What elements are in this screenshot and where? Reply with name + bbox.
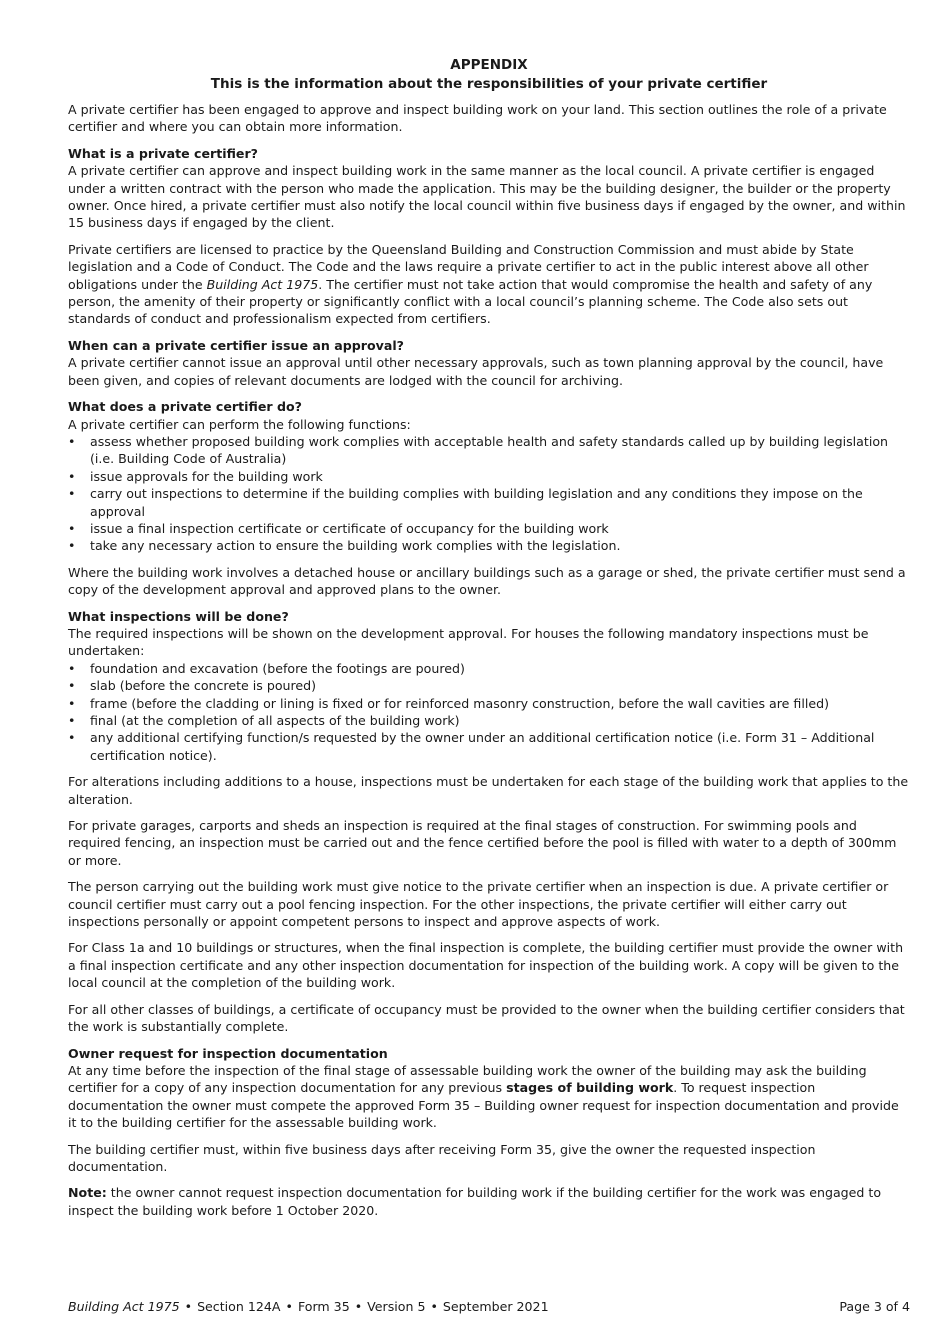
list-item: • any additional certifying function/s requested by the owner under an additional certification notice (i.e. Form 31 – Additional certification notice). (68, 729, 910, 764)
page-number: Page 3 of 4 (839, 1299, 910, 1314)
owner-request-p1-part-b: . To request inspection documentation the owner must compete the approved Form 35 – Building owner request for inspection documentation and provide it to the building certifier for the assessable building work. (68, 1080, 899, 1131)
appendix-title: APPENDIX (450, 57, 528, 73)
list-item: • take any necessary action to ensure the building work complies with the legislation. (68, 537, 910, 554)
class-paragraph: For Class 1a and 10 buildings or structures, when the final inspection is complete, the building certifier must provide the owner with a final inspection certificate and any other inspection documentation for inspection of the building work. A copy will be given to the local council at the completion of the building work. (68, 940, 904, 991)
footer-bullet: • (285, 1299, 293, 1314)
appendix-subtitle: This is the information about the responsibilities of your private certifier (210, 76, 768, 92)
other-classes-paragraph: For all other classes of buildings, a certificate of occupancy must be provided to the owner when the building certifier considers that the work is substantially complete. (68, 1001, 905, 1035)
functions-list (68, 433, 910, 555)
what-does-lead: A private certifier can perform the following functions: (68, 416, 411, 432)
list-item: • slab (before the concrete is poured) (68, 677, 910, 694)
footer-act: Building Act 1975 (68, 1299, 180, 1314)
list-item: • foundation and excavation (before the footings are poured) (68, 660, 910, 677)
what-is-paragraph-1: A private certifier can approve and inspect building work in the same manner as the local council. A private certifier is engaged under a written contract with the person who made the application. This may be the building designer, the builder or the property owner. Once hired, a private certifier must also notify the local council within five business days if engaged by the owner, and within 15 business days if engaged by the client. (68, 163, 906, 231)
footer-bullet: • (430, 1299, 438, 1314)
note-label: Note: (68, 1185, 107, 1201)
garages-paragraph: For private garages, carports and sheds an inspection is required at the final stages of construction. For swimming pools and required fencing, an inspection must be carried out and the fence certified before the pool is filled with water to a depth of 300mm or more. (68, 818, 897, 868)
page-footer (68, 1298, 910, 1315)
list-item: • frame (before the cladding or lining is fixed or for reinforced masonry construction, before the wall cavities are filled) (68, 695, 910, 712)
footer-form: Form 35 (297, 1299, 350, 1314)
note-text: the owner cannot request inspection documentation for building work if the building certifier for the work was engaged to inspect the building work before 1 October 2020. (68, 1185, 882, 1218)
stages-bold: stages of building work (506, 1080, 674, 1096)
what-is-paragraph-2 (68, 241, 910, 328)
owner-request-paragraph-2: The building certifier must, within five business days after receiving Form 35, give the owner the requested inspection documentation. (68, 1141, 816, 1174)
list-item: • issue approvals for the building work (68, 468, 910, 485)
owner-request-p1-part-a: At any time before the inspection of the final stage of assessable building work the owner of the building may ask the building certifier for a copy of any inspection documentation for any previous (68, 1062, 867, 1096)
inspections-lead: The required inspections will be shown on the development approval. For houses the following mandatory inspections must be undertaken: (68, 625, 869, 659)
intro-paragraph: A private certifier has been engaged to approve and inspect building work on your land. This section outlines the role of a private certifier and where you can obtain more information. (68, 102, 887, 135)
alterations-paragraph: For alterations including additions to a house, inspections must be undertaken for each stage of the building work that applies to the alteration. (68, 774, 909, 807)
question-when-can: When can a private certifier issue an approval? (68, 337, 404, 353)
act-name-italic: Building Act 1975 (206, 276, 319, 292)
list-item: • issue a final inspection certificate or certificate of occupancy for the building work (68, 520, 910, 537)
owner-request-paragraph-1 (68, 1062, 910, 1132)
footer-version: Version 5 (367, 1299, 426, 1314)
list-item: • carry out inspections to determine if the building complies with building legislation and any conditions they impose on the approval (68, 485, 910, 520)
question-inspections: What inspections will be done? (68, 608, 289, 624)
what-does-after: Where the building work involves a detached house or ancillary buildings such as a garage or shed, the private certifier must send a copy of the development approval and approved plans to the owner. (68, 564, 906, 598)
question-what-does: What does a private certifier do? (68, 399, 302, 415)
list-item: • assess whether proposed building work complies with acceptable health and safety standards called up by building legislation (i.e. Building Code of Australia) (68, 433, 910, 468)
what-is-p2-part-b: . The certifier must not take action that would compromise the health and safety of any person, the amenity of their property or significantly conflict with a local council’s planning scheme. The Code also sets out standards of conduct and professionalism expected from certifiers. (68, 276, 873, 327)
notice-paragraph: The person carrying out the building work must give notice to the private certifier when an inspection is due. A private certifier or council certifier must carry out a pool fencing inspection. For the other inspections, the private certifier will either carry out inspections personally or appoint competent persons to inspect and approve aspects of work. (68, 879, 889, 930)
note-paragraph (68, 1184, 910, 1219)
question-what-is: What is a private certifier? (68, 145, 258, 161)
inspections-list (68, 660, 910, 764)
footer-date: September 2021 (442, 1299, 549, 1314)
document-page (68, 56, 910, 1228)
list-item: • final (at the completion of all aspects of the building work) (68, 712, 910, 729)
when-can-paragraph: A private certifier cannot issue an approval until other necessary approvals, such as town planning approval by the council, have been given, and copies of relevant documents are lodged with the council for archiving. (68, 355, 884, 388)
what-is-p2-part-a: Private certifiers are licensed to practice by the Queensland Building and Construction Commission and must abide by State legislation and a Code of Conduct. The Code and the laws require a private certifier to act in the public interest above all other obligations under the (68, 241, 869, 292)
footer-bullet: • (354, 1299, 363, 1314)
footer-section: Section 124A (197, 1299, 281, 1314)
question-owner-request: Owner request for inspection documentation (68, 1045, 388, 1061)
footer-bullet: • (184, 1299, 193, 1314)
footer-left (68, 1298, 549, 1315)
